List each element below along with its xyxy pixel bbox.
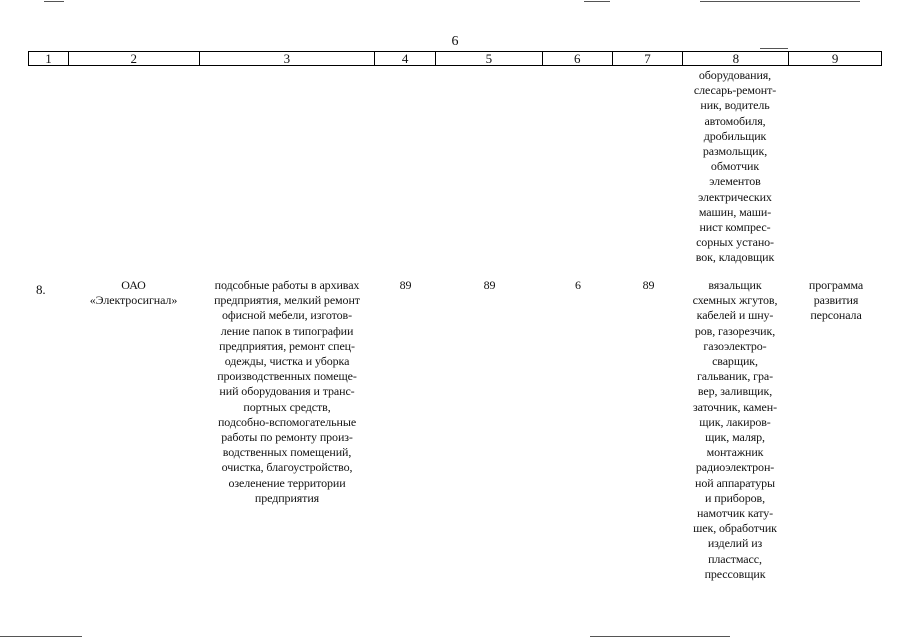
- scan-artifact-line: [760, 48, 788, 49]
- column-number-6: 6: [543, 52, 613, 65]
- column-7-value: 89: [642, 278, 655, 292]
- row-number-cell: 8.: [36, 282, 46, 297]
- column-5-value: 89: [483, 278, 496, 292]
- continued-professions-cell: оборудования, слесарь-ремонт- ник, водитель автомобиля, дробильщик размольщик, обмотчик элементов электрических машин, маши- нист компрес- сорных устано- вок, кладовщик: [693, 68, 777, 265]
- column-number-2: 2: [69, 52, 200, 65]
- column-number-3: 3: [200, 52, 376, 65]
- program-cell: программа развития персонала: [808, 278, 864, 323]
- work-types-cell: подсобные работы в архивах предприятия, мелкий ремонт офисной мебели, изготов- ление папок в типографии предприятия, ремонт спец- одежды, чистка и уборка производственных помеще- ний оборудования и транс- портных средств, подсобно-вспомогательные работы по ремонту произ- водственных помещений, очистка, благоустройство, озеленение территории предприятия: [214, 278, 360, 505]
- table-header-row: [28, 51, 882, 66]
- organization-cell: ОАО «Электросигнал»: [89, 278, 178, 308]
- column-4-value: 89: [399, 278, 412, 292]
- column-6-value: 6: [575, 278, 581, 292]
- professions-cell: вязальщик схемных жгутов, кабелей и шну- ров, газорезчик, газоэлектро- сварщик, гальваник, гра- вер, заливщик, заточник, камен- щик, лакиров- щик, маляр, монтажник радиоэлектрон- ной аппаратуры и приборов, намотчик кату- шек, обработчик изделий из пластмасс, прессовщик: [692, 278, 778, 581]
- column-number-9: 9: [831, 51, 839, 66]
- column-number-4: 4: [375, 52, 436, 65]
- column-number-8: 8: [683, 52, 789, 65]
- column-number-5: 5: [436, 52, 543, 65]
- scan-artifact-line: [584, 1, 610, 2]
- scan-artifact-line: [44, 1, 64, 2]
- scan-artifact-line: [700, 1, 860, 2]
- column-number-7: 7: [613, 52, 684, 65]
- scan-artifact-line: [590, 636, 730, 637]
- scan-artifact-line: [0, 636, 82, 637]
- column-number-1: 1: [29, 52, 69, 65]
- page-number: 6: [451, 34, 459, 49]
